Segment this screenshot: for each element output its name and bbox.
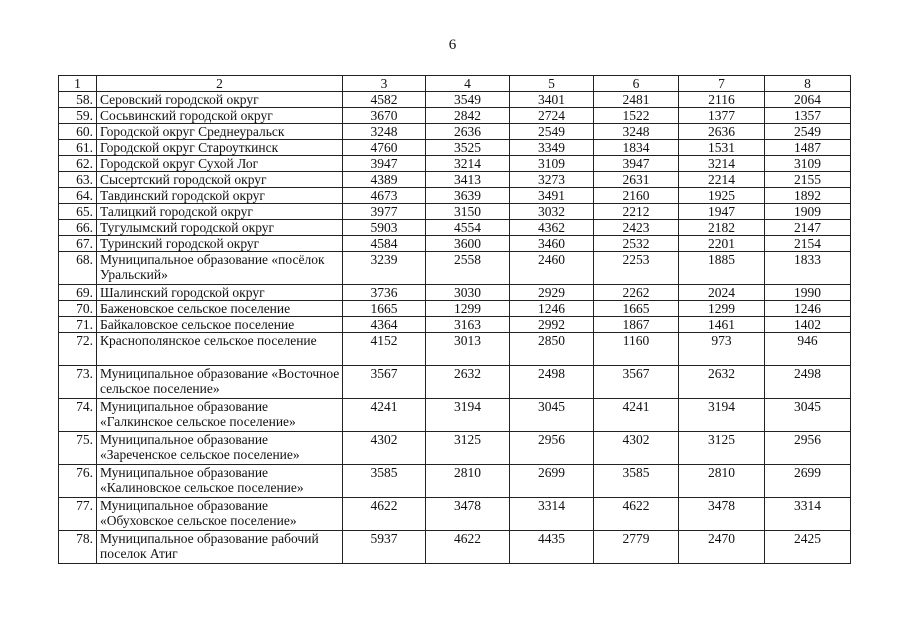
value-cell: 4362	[510, 220, 594, 236]
value-cell: 4241	[594, 399, 679, 432]
value-cell: 3947	[594, 156, 679, 172]
value-cell: 1885	[679, 252, 765, 285]
row-number: 70.	[59, 301, 97, 317]
municipality-name: Муниципальное образование рабочий поселок Атиг	[97, 531, 343, 564]
value-cell: 2956	[510, 432, 594, 465]
value-cell: 1947	[679, 204, 765, 220]
value-cell: 3239	[343, 252, 426, 285]
value-cell: 3947	[343, 156, 426, 172]
value-cell: 3525	[426, 140, 510, 156]
value-cell: 2850	[510, 333, 594, 366]
value-cell: 3109	[765, 156, 851, 172]
value-cell: 2160	[594, 188, 679, 204]
row-number: 68.	[59, 252, 97, 285]
row-number: 69.	[59, 285, 97, 301]
table-row	[59, 531, 851, 564]
value-cell: 5903	[343, 220, 426, 236]
value-cell: 1531	[679, 140, 765, 156]
value-cell: 1892	[765, 188, 851, 204]
value-cell: 2214	[679, 172, 765, 188]
table-row	[59, 140, 851, 156]
value-cell: 2632	[426, 366, 510, 399]
municipality-name: Серовский городской округ	[97, 92, 343, 108]
value-cell: 3736	[343, 285, 426, 301]
table-row	[59, 124, 851, 140]
value-cell: 4389	[343, 172, 426, 188]
value-cell: 1665	[343, 301, 426, 317]
value-cell: 3013	[426, 333, 510, 366]
row-number: 61.	[59, 140, 97, 156]
row-number: 72.	[59, 333, 97, 366]
row-number: 60.	[59, 124, 97, 140]
value-cell: 4673	[343, 188, 426, 204]
table-row	[59, 465, 851, 498]
value-cell: 3639	[426, 188, 510, 204]
value-cell: 1833	[765, 252, 851, 285]
value-cell: 2699	[510, 465, 594, 498]
row-number: 66.	[59, 220, 97, 236]
table-row	[59, 252, 851, 285]
column-header: 2	[97, 76, 343, 92]
value-cell: 2636	[679, 124, 765, 140]
value-cell: 3109	[510, 156, 594, 172]
value-cell: 1402	[765, 317, 851, 333]
value-cell: 2154	[765, 236, 851, 252]
row-number: 59.	[59, 108, 97, 124]
value-cell: 2155	[765, 172, 851, 188]
value-cell: 2631	[594, 172, 679, 188]
value-cell: 1461	[679, 317, 765, 333]
value-cell: 3045	[510, 399, 594, 432]
value-cell: 4152	[343, 333, 426, 366]
value-cell: 3401	[510, 92, 594, 108]
value-cell: 1665	[594, 301, 679, 317]
value-cell: 2212	[594, 204, 679, 220]
value-cell: 2810	[679, 465, 765, 498]
value-cell: 2182	[679, 220, 765, 236]
value-cell: 1246	[510, 301, 594, 317]
value-cell: 3491	[510, 188, 594, 204]
value-cell: 2549	[510, 124, 594, 140]
value-cell: 3567	[594, 366, 679, 399]
value-cell: 1299	[679, 301, 765, 317]
municipality-name: Городской округ Сухой Лог	[97, 156, 343, 172]
table-row	[59, 156, 851, 172]
municipality-name: Талицкий городской округ	[97, 204, 343, 220]
value-cell: 4584	[343, 236, 426, 252]
row-number: 63.	[59, 172, 97, 188]
header-row	[59, 76, 851, 92]
table-row	[59, 188, 851, 204]
value-cell: 2699	[765, 465, 851, 498]
value-cell: 4302	[343, 432, 426, 465]
table-row	[59, 236, 851, 252]
value-cell: 2810	[426, 465, 510, 498]
table-row	[59, 108, 851, 124]
value-cell: 2779	[594, 531, 679, 564]
value-cell: 4622	[343, 498, 426, 531]
value-cell: 2147	[765, 220, 851, 236]
value-cell: 3163	[426, 317, 510, 333]
table-row	[59, 498, 851, 531]
table-row	[59, 285, 851, 301]
value-cell: 3045	[765, 399, 851, 432]
value-cell: 4241	[343, 399, 426, 432]
municipality-name: Тавдинский городской округ	[97, 188, 343, 204]
municipality-name: Баженовское сельское поселение	[97, 301, 343, 317]
value-cell: 3977	[343, 204, 426, 220]
municipality-name: Муниципальное образование «Зареченское сельское поселение»	[97, 432, 343, 465]
value-cell: 3125	[426, 432, 510, 465]
value-cell: 3349	[510, 140, 594, 156]
table-row	[59, 432, 851, 465]
value-cell: 3567	[343, 366, 426, 399]
value-cell: 2425	[765, 531, 851, 564]
row-number: 76.	[59, 465, 97, 498]
value-cell: 973	[679, 333, 765, 366]
municipality-name: Муниципальное образование «Обуховское сельское поселение»	[97, 498, 343, 531]
municipality-name: Сысертский городской округ	[97, 172, 343, 188]
table-row	[59, 92, 851, 108]
value-cell: 2253	[594, 252, 679, 285]
value-cell: 2636	[426, 124, 510, 140]
table-row	[59, 172, 851, 188]
row-number: 64.	[59, 188, 97, 204]
municipality-name: Муниципальное образование «посёлок Уральский»	[97, 252, 343, 285]
value-cell: 5937	[343, 531, 426, 564]
column-header: 4	[426, 76, 510, 92]
value-cell: 3314	[510, 498, 594, 531]
municipality-name: Краснополянское сельское поселение	[97, 333, 343, 366]
table-row	[59, 317, 851, 333]
table-row	[59, 301, 851, 317]
row-number: 58.	[59, 92, 97, 108]
value-cell: 4622	[426, 531, 510, 564]
value-cell: 3314	[765, 498, 851, 531]
value-cell: 4435	[510, 531, 594, 564]
value-cell: 3460	[510, 236, 594, 252]
column-header: 1	[59, 76, 97, 92]
column-header: 3	[343, 76, 426, 92]
table-row	[59, 366, 851, 399]
value-cell: 2460	[510, 252, 594, 285]
value-cell: 1160	[594, 333, 679, 366]
value-cell: 4622	[594, 498, 679, 531]
value-cell: 3670	[343, 108, 426, 124]
value-cell: 3549	[426, 92, 510, 108]
value-cell: 2498	[765, 366, 851, 399]
value-cell: 1990	[765, 285, 851, 301]
page-number: 6	[448, 37, 457, 53]
table-row	[59, 399, 851, 432]
row-number: 74.	[59, 399, 97, 432]
value-cell: 3248	[343, 124, 426, 140]
municipality-name: Туринский городской округ	[97, 236, 343, 252]
value-cell: 4760	[343, 140, 426, 156]
value-cell: 3194	[426, 399, 510, 432]
value-cell: 3478	[679, 498, 765, 531]
value-cell: 3194	[679, 399, 765, 432]
value-cell: 4364	[343, 317, 426, 333]
municipality-name: Городской округ Среднеуральск	[97, 124, 343, 140]
value-cell: 3248	[594, 124, 679, 140]
municipality-name: Городской округ Староуткинск	[97, 140, 343, 156]
data-table	[58, 75, 851, 564]
municipality-name: Муниципальное образование «Калиновское сельское поселение»	[97, 465, 343, 498]
value-cell: 3478	[426, 498, 510, 531]
value-cell: 1834	[594, 140, 679, 156]
value-cell: 3585	[343, 465, 426, 498]
value-cell: 3032	[510, 204, 594, 220]
value-cell: 2992	[510, 317, 594, 333]
value-cell: 2724	[510, 108, 594, 124]
value-cell: 2549	[765, 124, 851, 140]
value-cell: 2116	[679, 92, 765, 108]
table-row	[59, 204, 851, 220]
value-cell: 1357	[765, 108, 851, 124]
row-number: 73.	[59, 366, 97, 399]
table-row	[59, 333, 851, 366]
value-cell: 1522	[594, 108, 679, 124]
value-cell: 3600	[426, 236, 510, 252]
value-cell: 1299	[426, 301, 510, 317]
value-cell: 1246	[765, 301, 851, 317]
municipality-name: Муниципальное образование «Галкинское сельское поселение»	[97, 399, 343, 432]
value-cell: 2423	[594, 220, 679, 236]
value-cell: 2470	[679, 531, 765, 564]
municipality-name: Муниципальное образование «Восточное сельское поселение»	[97, 366, 343, 399]
value-cell: 2481	[594, 92, 679, 108]
value-cell: 3125	[679, 432, 765, 465]
column-header: 5	[510, 76, 594, 92]
value-cell: 2929	[510, 285, 594, 301]
value-cell: 2024	[679, 285, 765, 301]
row-number: 77.	[59, 498, 97, 531]
column-header: 8	[765, 76, 851, 92]
row-number: 71.	[59, 317, 97, 333]
value-cell: 2262	[594, 285, 679, 301]
row-number: 75.	[59, 432, 97, 465]
municipality-name: Сосьвинский городской округ	[97, 108, 343, 124]
value-cell: 4302	[594, 432, 679, 465]
value-cell: 3214	[679, 156, 765, 172]
value-cell: 3585	[594, 465, 679, 498]
value-cell: 2201	[679, 236, 765, 252]
row-number: 67.	[59, 236, 97, 252]
value-cell: 4582	[343, 92, 426, 108]
value-cell: 1909	[765, 204, 851, 220]
row-number: 62.	[59, 156, 97, 172]
value-cell: 1925	[679, 188, 765, 204]
municipality-name: Шалинский городской округ	[97, 285, 343, 301]
column-header: 7	[679, 76, 765, 92]
value-cell: 2558	[426, 252, 510, 285]
value-cell: 2632	[679, 366, 765, 399]
municipality-name: Байкаловское сельское поселение	[97, 317, 343, 333]
value-cell: 3030	[426, 285, 510, 301]
value-cell: 2532	[594, 236, 679, 252]
value-cell: 946	[765, 333, 851, 366]
municipality-name: Тугулымский городской округ	[97, 220, 343, 236]
value-cell: 2064	[765, 92, 851, 108]
value-cell: 1487	[765, 140, 851, 156]
value-cell: 2842	[426, 108, 510, 124]
value-cell: 3273	[510, 172, 594, 188]
row-number: 65.	[59, 204, 97, 220]
value-cell: 1377	[679, 108, 765, 124]
value-cell: 4554	[426, 220, 510, 236]
value-cell: 2498	[510, 366, 594, 399]
value-cell: 3150	[426, 204, 510, 220]
value-cell: 1867	[594, 317, 679, 333]
table-row	[59, 220, 851, 236]
value-cell: 3413	[426, 172, 510, 188]
value-cell: 3214	[426, 156, 510, 172]
row-number: 78.	[59, 531, 97, 564]
value-cell: 2956	[765, 432, 851, 465]
column-header: 6	[594, 76, 679, 92]
